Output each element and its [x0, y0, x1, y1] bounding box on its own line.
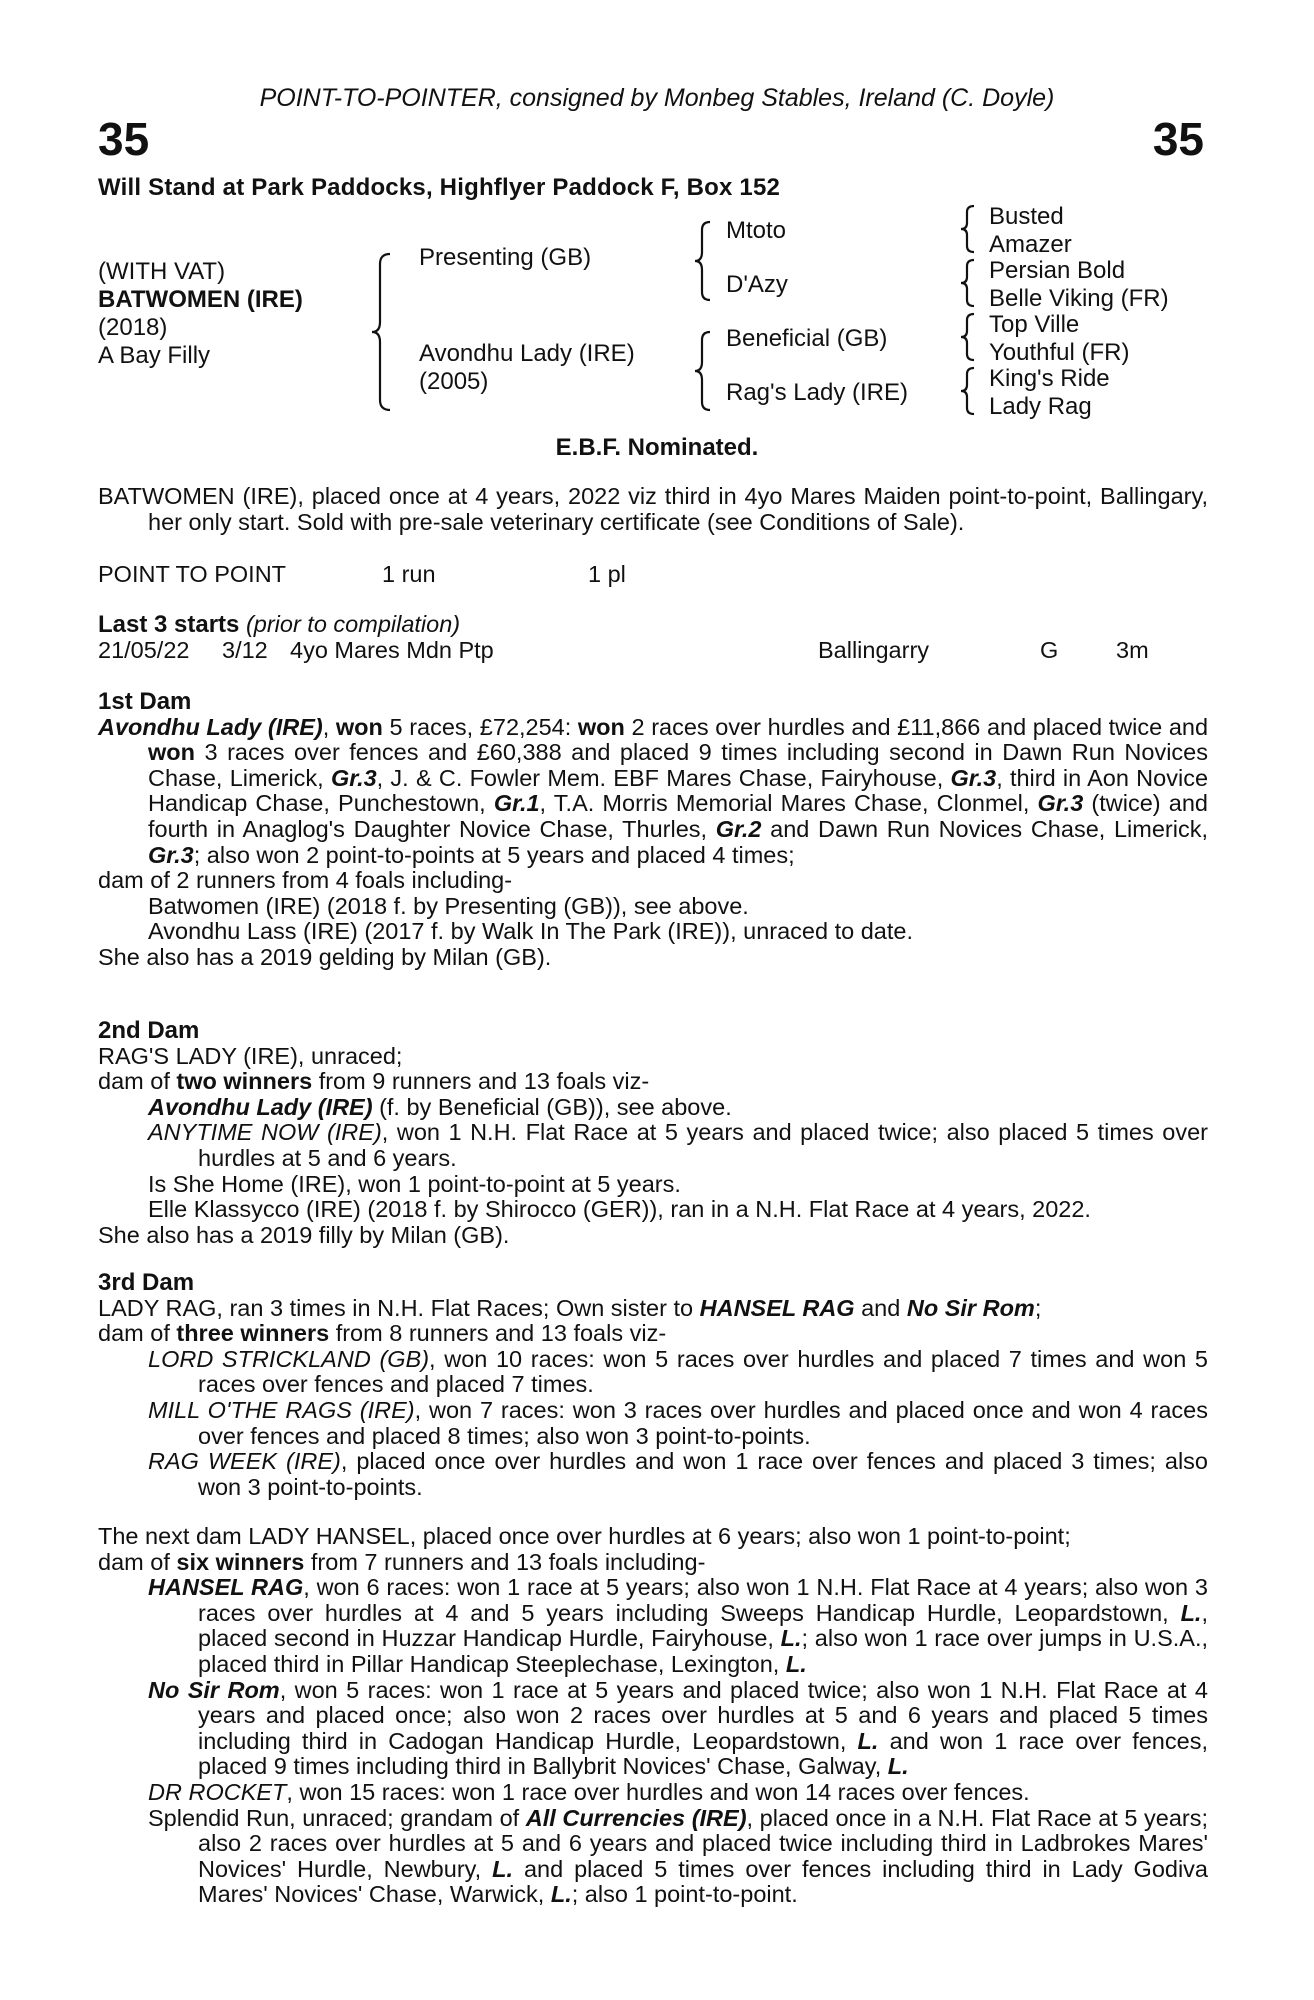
second-dam-produce: dam of two winners from 9 runners and 13 foals viz- — [98, 1068, 650, 1095]
second-dam-foal: Avondhu Lady (IRE) (f. by Beneficial (GB)), see above. — [148, 1093, 732, 1120]
next-dam-foal: HANSEL RAG, won 6 races: won 1 race at 5 years; also won 1 N.H. Flat Race at 4 years; also won 3 races over hurdles at 4 and 5 years including Sweeps Handicap Hurdle, Leopardstown, L., placed second in Huzzar Handicap Hurdle, Fairyhouse, L.; also won 1 race over jumps in U.S.A., placed third in Pillar Handicap Steeplechase, Lexington, L. — [148, 1574, 1208, 1677]
next-dam-foal: Splendid Run, unraced; grandam of All Currencies (IRE), placed once in a N.H. Flat Race at 5 years; also 2 races over hurdles at 5 and 6 years and placed twice including third in Ladbrokes Mares' Novices' Hurdle, Newbury, L. and placed 5 times over fences including third in Lady Godiva Mares' Novices' Chase, Warwick, L.; also 1 point-to-point. — [148, 1804, 1209, 1908]
dd-dam: Lady Rag — [989, 393, 1092, 420]
dam-sire: Beneficial (GB) — [726, 325, 888, 352]
second-dam-foal: Elle Klassycco (IRE) (2018 f. by Shirocco (GER)), ran in a N.H. Flat Race at 4 years, 2022. — [148, 1196, 1091, 1223]
next-dam-foal: No Sir Rom, won 5 races: won 1 race at 5 years and placed twice; also won 1 N.H. Flat Race at 4 years and placed once; also won 2 races over hurdles at 5 and 6 years and placed 5 times including third in Cadogan Handicap Hurdle, Leopardstown, L. and won 1 race over fences, placed 9 times including third in Ballybrit Novices' Chase, Galway, L. — [148, 1676, 1208, 1780]
ptp-runs: 1 run — [382, 561, 436, 587]
ptp-placed: 1 pl — [588, 561, 626, 587]
sire: Presenting (GB) — [419, 244, 592, 271]
dam-year: (2005) — [419, 368, 489, 395]
ds-dam: Youthful (FR) — [989, 339, 1130, 366]
intro-text: BATWOMEN (IRE), placed once at 4 years, 2022 viz third in 4yo Mares Maiden point-to-point, Ballingary, her only start. Sold with pre-sale veterinary certificate (see Conditions of Sale). — [98, 483, 1208, 535]
third-dam-foal: MILL O'THE RAGS (IRE), won 7 races: won 3 races over hurdles and placed once and won 4 races over fences and placed 8 times; also won 3 point-to-points. — [148, 1396, 1208, 1449]
next-dam-produce: dam of six winners from 7 runners and 13 foals including- — [98, 1548, 706, 1575]
start-race: 4yo Mares Mdn Ptp — [290, 636, 494, 663]
first-dam-heading: 1st Dam — [98, 688, 192, 715]
next-dam-line: The next dam LADY HANSEL, placed once over hurdles at 6 years; also won 1 point-to-point; — [98, 1523, 1071, 1549]
ds-sire: Top Ville — [989, 311, 1080, 338]
sd-dam: Belle Viking (FR) — [989, 285, 1169, 312]
dam: Avondhu Lady (IRE) — [419, 340, 635, 367]
third-dam-foal: RAG WEEK (IRE), placed once over hurdles and won 1 race over fences and placed 3 times; also won 3 point-to-points. — [148, 1448, 1208, 1500]
lot-number-right: 35 — [1152, 113, 1204, 165]
brace-sire — [692, 220, 716, 302]
ptp-summary — [98, 562, 1208, 588]
last-starts-heading: Last 3 starts — [98, 611, 240, 638]
start-position: 3/12 — [222, 636, 268, 663]
ptp-label: POINT TO POINT — [98, 561, 287, 587]
consignor-line: POINT-TO-POINTER, consigned by Monbeg Stables, Ireland (C. Doyle) — [259, 84, 1055, 112]
lot-number-left: 35 — [98, 113, 150, 165]
third-dam-heading: 3rd Dam — [98, 1269, 195, 1296]
start-date: 21/05/22 — [98, 636, 190, 663]
first-dam-also: She also has a 2019 gelding by Milan (GB). — [98, 943, 552, 970]
ss-sire: Busted — [989, 203, 1064, 230]
start-course: Ballingarry — [818, 636, 930, 663]
brace-ds — [958, 312, 978, 362]
first-dam-foal: Batwomen (IRE) (2018 f. by Presenting (GB)), see above. — [148, 892, 749, 919]
brace-gen1 — [370, 252, 394, 412]
brace-sd — [958, 258, 978, 308]
first-dam-foal: Avondhu Lass (IRE) (2017 f. by Walk In The Park (IRE)), unraced to date. — [148, 918, 913, 945]
sire-sire: Mtoto — [726, 217, 787, 244]
ebf-nominated: E.B.F. Nominated. — [555, 434, 759, 461]
dd-sire: King's Ride — [989, 365, 1110, 392]
second-dam-heading: 2nd Dam — [98, 1017, 200, 1044]
stand-location: Will Stand at Park Paddocks, Highflyer Paddock F, Box 152 — [98, 174, 781, 201]
last-starts-sub: (prior to compilation) — [245, 611, 461, 637]
second-dam-also: She also has a 2019 filly by Milan (GB). — [98, 1221, 510, 1248]
ss-dam: Amazer — [989, 231, 1072, 258]
second-dam-line: RAG'S LADY (IRE), unraced; — [98, 1042, 403, 1069]
brace-dd — [958, 366, 978, 416]
second-dam-section — [98, 1018, 1208, 1248]
horse-description: A Bay Filly — [98, 342, 211, 369]
third-dam-foal: LORD STRICKLAND (GB), won 10 races: won 5 races over hurdles and placed 7 times and won 5 races over fences and placed 7 times. — [148, 1345, 1208, 1398]
last-starts-section — [98, 612, 1208, 664]
intro-section — [98, 484, 1208, 535]
brace-ss — [958, 204, 978, 254]
second-dam-foal: Is She Home (IRE), won 1 point-to-point at 5 years. — [148, 1170, 681, 1197]
sire-dam: D'Azy — [726, 271, 788, 298]
start-distance: 3m — [1116, 636, 1149, 663]
start-going: G — [1040, 636, 1059, 663]
sd-sire: Persian Bold — [989, 257, 1126, 284]
brace-dam — [692, 330, 716, 412]
last-start-row — [98, 638, 1208, 664]
horse-name: BATWOMEN (IRE) — [98, 286, 303, 313]
horse-year: (2018) — [98, 314, 168, 341]
first-dam-section — [98, 689, 1208, 971]
vat-note: (WITH VAT) — [98, 258, 226, 285]
third-dam-section — [98, 1270, 1208, 1500]
next-dam-section — [98, 1524, 1208, 1908]
first-dam-produce: dam of 2 runners from 4 foals including- — [98, 867, 513, 894]
second-dam-foal: ANYTIME NOW (IRE), won 1 N.H. Flat Race at 5 years and placed twice; also placed 5 times over hurdles at 5 and 6 years. — [148, 1119, 1208, 1171]
next-dam-foal: DR ROCKET, won 15 races: won 1 race over hurdles and won 14 races over fences. — [148, 1778, 1030, 1805]
first-dam-record: Avondhu Lady (IRE), won 5 races, £72,254: won 2 races over hurdles and £11,866 and placed twice and won 3 races over fences and £60,388 and placed 9 times including second in Dawn Run Novices Chase, Limerick, Gr.3, J. & C. Fowler Mem. EBF Mares Chase, Fairyhouse, Gr.3, third in Aon Novice Handicap Chase, Punchestown, Gr.1, T.A. Morris Memorial Mares Chase, Clonmel, Gr.3 (twice) and fourth in Anaglog's Daughter Novice Chase, Thurles, Gr.2 and Dawn Run Novices Chase, Limerick, Gr.3; also won 2 point-to-points at 5 years and placed 4 times; — [98, 713, 1209, 868]
third-dam-produce: dam of three winners from 8 runners and 13 foals viz- — [98, 1320, 667, 1347]
dam-dam: Rag's Lady (IRE) — [726, 379, 908, 406]
third-dam-line: LADY RAG, ran 3 times in N.H. Flat Races; Own sister to HANSEL RAG and No Sir Rom; — [98, 1294, 1042, 1321]
